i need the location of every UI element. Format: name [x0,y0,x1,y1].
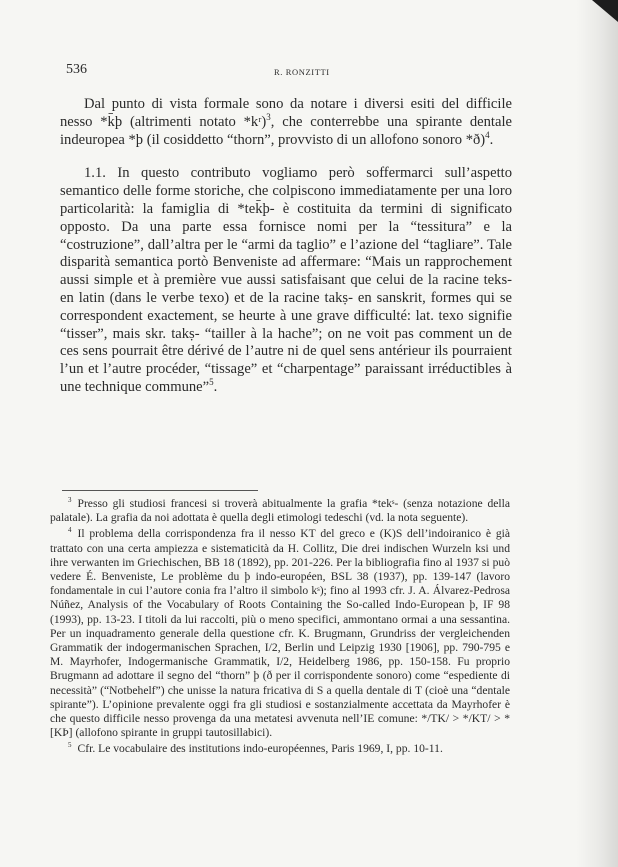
footnote-number: 3 [68,496,72,505]
page-number: 536 [66,62,87,77]
paragraph-2 [60,165,512,396]
paragraph-1 [60,96,512,149]
paragraph-1-text-cont: , che conterrebbe una spirante dentale indeuropea *þ (il cosiddetto “thorn”, provvisto di un allofono sonoro *ð) [60,113,512,148]
footnote-3 [50,497,510,525]
footnote-ref-3: 3 [266,111,271,122]
footnote-text: Cfr. Le vocabulaire des institutions indo-européennes, Paris 1969, I, pp. 10-11. [77,742,443,756]
running-head: R. RONZITTI [274,67,330,77]
footnote-5 [50,742,510,756]
body-text [60,96,512,397]
footnote-divider [62,490,258,491]
footnote-number: 4 [68,526,72,535]
footnote-ref-4: 4 [485,129,490,140]
footnote-text: Il problema della corrispondenza fra il nesso KT del greco e (K)S dell’indoiranico è già trattato con una certa ampiezza e sistematicità da H. Collitz, Die drei indischen Wurzeln ksi und ihre verwanten im Griechischen, BB 18 (1892), pp. 201-226. Per la bibliografia fino al 1937 si può vedere É. Benveniste, Le problème du þ indo-européen, BSL 38 (1937), pp. 139-147 (lavoro fondamentale in cui l’autore conia fra l’altro il simbolo kˢ); fino al 1993 cfr. J. A. Álvarez-Pedrosa Núñez, Analysis of the Vocabulary of Roots Containing the So-called Indo-European þ, IF 98 (1993), pp. 13-23. I titoli da lui raccolti, più o meno specifici, ammontano ormai a una sessantina. Per un inquadramento generale della questione cfr. K. Brugmann, Grundriss der vergleichenden Grammatik der indogermanischen Sprachen, I/2, Berlin und Leipzig 1930 [1906], pp. 790-795 e M. Mayrhofer, Indogermanische Grammatik, I/2, Heidelberg 1986, pp. 150-158. Fu proprio Brugmann ad adottare il segno del “thorn” þ (ð per il corrispondente sonoro) come “espediente di necessità” (“Notbehelf”) che unisse la natura fricativa di S a quella dentale di T (cioè una “dentale spirante”). L’opinione prevalente oggi fra gli studiosi e sostanzialmente accettata da Mayrhofer è che questo difficile nesso provenga da una metatesi avvenuta nell’IE comune: */TK/ > */KT/ > *[KÞ] (allofono spirante in gruppi tautosillabici). [50,527,510,740]
footnote-4 [50,527,510,740]
footnotes [50,497,510,759]
paragraph-2-end: . [213,378,218,395]
paragraph-1-end: . [489,131,494,148]
footnote-text: Presso gli studiosi francesi si troverà abitualmente la grafia *tekˢ- (senza notazione della palatale). La grafia da noi adottata è quella degli etimologi tedeschi (vd. la nota seguente). [50,497,510,525]
footnote-number: 5 [68,741,72,750]
page-header [66,62,546,82]
paragraph-2-text: 1.1. In questo contributo vogliamo però soffermarci sull’aspetto semantico delle forme storiche, che colpiscono immediatamente per una loro particolarità: la famiglia di *tek̄þ- è costituita da termini di significato opposto. Da una parte essa fornisce nomi per la “tessitura” e la “costruzione”, dall’altra per le “armi da taglio” e l’azione del “tagliare”. Tale disparità semantica portò Benveniste ad affermare: “Mais un rapprochement aussi simple et à première vue aussi satisfaisant que celui de la racine teks- en latin (dans le verbe texo) et de la racine takṣ- en sanskrit, formes qui se correspondent exactement, se heurte à une grave difficulté: lat. texo signifie “tisser”, mais skr. takṣ- “tailler à la hache”; on ne voit pas comment un de ces sens pourrait être dérivé de l’autre ni de quel sens antérieur ils pourraient l’un et l’autre procéder, “tissage” et “charpentage” paraissant irréductibles à une technique commune” [60,165,512,395]
folded-corner [592,0,618,22]
page-edge-shadow [576,0,618,867]
footnote-ref-5: 5 [209,377,214,388]
paragraph-1-text: Dal punto di vista formale sono da notare i diversi esiti del difficile nesso *k̄þ (altrimenti notato *kʳ) [60,96,512,130]
